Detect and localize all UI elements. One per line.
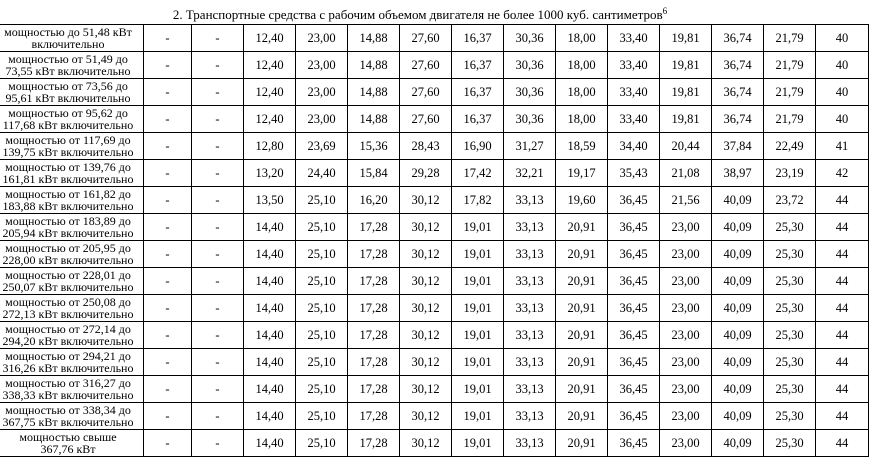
value-cell: 25,30 <box>764 349 816 376</box>
value-cell: 30,36 <box>504 79 556 106</box>
value-cell: 36,45 <box>608 349 660 376</box>
value-cell: 28,43 <box>400 133 452 160</box>
value-cell: 21,79 <box>764 79 816 106</box>
value-cell: 44 <box>816 430 869 457</box>
row-label-line1: мощностью свыше <box>19 430 117 444</box>
value-cell: 25,10 <box>296 187 348 214</box>
value-cell: 30,12 <box>400 241 452 268</box>
row-label-line2: 228,00 кВт включительно <box>2 253 134 267</box>
value-cell: 16,37 <box>452 25 504 52</box>
value-cell: 33,13 <box>504 430 556 457</box>
value-cell: - <box>144 241 192 268</box>
value-cell: - <box>192 376 244 403</box>
table-row <box>0 349 869 376</box>
value-cell: 18,00 <box>556 52 608 79</box>
value-cell: 18,00 <box>556 79 608 106</box>
value-cell: 40 <box>816 25 869 52</box>
value-cell: - <box>192 322 244 349</box>
value-cell: 27,60 <box>400 106 452 133</box>
value-cell: 40,09 <box>712 376 764 403</box>
value-cell: 33,13 <box>504 214 556 241</box>
value-cell: - <box>144 214 192 241</box>
value-cell: 14,40 <box>244 295 296 322</box>
value-cell: - <box>192 403 244 430</box>
row-label-cell <box>0 349 144 376</box>
row-label-line1: мощностью от 228,01 до <box>5 268 131 282</box>
value-cell: 25,10 <box>296 403 348 430</box>
row-label-cell <box>0 187 144 214</box>
value-cell: 23,00 <box>296 106 348 133</box>
value-cell: 12,40 <box>244 25 296 52</box>
table-row <box>0 430 869 457</box>
value-cell: - <box>192 214 244 241</box>
value-cell: 25,10 <box>296 241 348 268</box>
table-row <box>0 187 869 214</box>
value-cell: 40 <box>816 79 869 106</box>
value-cell: 25,30 <box>764 322 816 349</box>
value-cell: 40,09 <box>712 403 764 430</box>
row-label-line1: мощностью от 95,62 до <box>8 106 128 120</box>
row-label-line2: 139,75 кВт включительно <box>2 145 134 159</box>
value-cell: 25,30 <box>764 430 816 457</box>
value-cell: 30,12 <box>400 295 452 322</box>
value-cell: 14,40 <box>244 403 296 430</box>
value-cell: - <box>192 160 244 187</box>
value-cell: 36,74 <box>712 106 764 133</box>
value-cell: 23,00 <box>296 25 348 52</box>
value-cell: 14,40 <box>244 430 296 457</box>
table-row <box>0 268 869 295</box>
value-cell: 30,36 <box>504 106 556 133</box>
row-label-cell <box>0 403 144 430</box>
value-cell: 23,00 <box>660 241 712 268</box>
value-cell: 25,10 <box>296 349 348 376</box>
row-label-line1: мощностью от 51,49 до <box>8 52 128 66</box>
value-cell: 16,37 <box>452 79 504 106</box>
value-cell: - <box>192 25 244 52</box>
value-cell: 25,10 <box>296 322 348 349</box>
value-cell: 18,00 <box>556 25 608 52</box>
table-row <box>0 241 869 268</box>
value-cell: 23,00 <box>660 403 712 430</box>
value-cell: 33,40 <box>608 106 660 133</box>
value-cell: 40,09 <box>712 322 764 349</box>
value-cell: 33,13 <box>504 376 556 403</box>
value-cell: 23,00 <box>660 430 712 457</box>
value-cell: 40,09 <box>712 241 764 268</box>
value-cell: 30,12 <box>400 268 452 295</box>
value-cell: 23,00 <box>660 214 712 241</box>
table-title <box>0 0 840 24</box>
value-cell: 12,40 <box>244 52 296 79</box>
row-label-line1: мощностью до 51,48 кВт <box>4 25 132 39</box>
row-label-cell <box>0 376 144 403</box>
value-cell: 30,12 <box>400 403 452 430</box>
value-cell: 19,01 <box>452 349 504 376</box>
value-cell: - <box>192 349 244 376</box>
value-cell: 40,09 <box>712 187 764 214</box>
table-row <box>0 52 869 79</box>
value-cell: 30,12 <box>400 214 452 241</box>
value-cell: 17,28 <box>348 295 400 322</box>
value-cell: 25,30 <box>764 241 816 268</box>
value-cell: 33,40 <box>608 52 660 79</box>
value-cell: 23,00 <box>660 376 712 403</box>
value-cell: 17,28 <box>348 322 400 349</box>
value-cell: 20,91 <box>556 268 608 295</box>
value-cell: 19,01 <box>452 295 504 322</box>
row-label-cell <box>0 295 144 322</box>
value-cell: 30,36 <box>504 52 556 79</box>
value-cell: 23,19 <box>764 160 816 187</box>
row-label-line1: мощностью от 250,08 до <box>5 295 131 309</box>
row-label-line2: 294,20 кВт включительно <box>2 334 134 348</box>
value-cell: 38,97 <box>712 160 764 187</box>
row-label-cell <box>0 241 144 268</box>
value-cell: - <box>144 430 192 457</box>
value-cell: 36,45 <box>608 268 660 295</box>
value-cell: 27,60 <box>400 25 452 52</box>
value-cell: 36,74 <box>712 52 764 79</box>
value-cell: 21,79 <box>764 106 816 133</box>
value-cell: 36,45 <box>608 187 660 214</box>
value-cell: 12,40 <box>244 106 296 133</box>
value-cell: 14,40 <box>244 322 296 349</box>
value-cell: - <box>144 79 192 106</box>
tariff-table <box>0 24 869 457</box>
value-cell: - <box>144 106 192 133</box>
value-cell: 33,40 <box>608 79 660 106</box>
row-label-line2: 73,55 кВт включительно <box>5 64 131 78</box>
value-cell: 40,09 <box>712 295 764 322</box>
value-cell: 33,40 <box>608 25 660 52</box>
value-cell: - <box>144 160 192 187</box>
value-cell: 25,10 <box>296 295 348 322</box>
row-label-line2: 250,07 кВт включительно <box>2 280 134 294</box>
row-label-line1: мощностью от 294,21 до <box>5 349 131 363</box>
value-cell: 37,84 <box>712 133 764 160</box>
value-cell: 23,00 <box>296 52 348 79</box>
row-label-cell <box>0 268 144 295</box>
value-cell: 36,45 <box>608 214 660 241</box>
value-cell: 40,09 <box>712 349 764 376</box>
value-cell: 19,01 <box>452 322 504 349</box>
row-label-line2: 95,61 кВт включительно <box>5 91 131 105</box>
value-cell: - <box>144 133 192 160</box>
value-cell: 16,37 <box>452 52 504 79</box>
value-cell: 19,01 <box>452 403 504 430</box>
row-label-line2: 183,88 кВт включительно <box>2 199 134 213</box>
value-cell: 17,28 <box>348 376 400 403</box>
value-cell: 41 <box>816 133 869 160</box>
tariff-table-wrapper <box>0 24 869 457</box>
value-cell: 20,91 <box>556 322 608 349</box>
value-cell: - <box>144 187 192 214</box>
table-row <box>0 79 869 106</box>
value-cell: 19,81 <box>660 52 712 79</box>
value-cell: - <box>144 322 192 349</box>
value-cell: 18,00 <box>556 106 608 133</box>
value-cell: 35,43 <box>608 160 660 187</box>
value-cell: 17,28 <box>348 349 400 376</box>
value-cell: 23,00 <box>660 295 712 322</box>
value-cell: - <box>144 295 192 322</box>
value-cell: 25,10 <box>296 214 348 241</box>
value-cell: 33,13 <box>504 241 556 268</box>
value-cell: 19,01 <box>452 376 504 403</box>
row-label-cell <box>0 106 144 133</box>
value-cell: 12,40 <box>244 79 296 106</box>
value-cell: 19,01 <box>452 430 504 457</box>
value-cell: 14,40 <box>244 349 296 376</box>
value-cell: 33,13 <box>504 403 556 430</box>
value-cell: 20,91 <box>556 241 608 268</box>
value-cell: 40,09 <box>712 214 764 241</box>
value-cell: 36,45 <box>608 295 660 322</box>
table-row <box>0 214 869 241</box>
value-cell: 33,13 <box>504 349 556 376</box>
value-cell: 15,36 <box>348 133 400 160</box>
value-cell: 19,01 <box>452 268 504 295</box>
value-cell: 14,40 <box>244 376 296 403</box>
value-cell: 20,91 <box>556 349 608 376</box>
table-row <box>0 133 869 160</box>
value-cell: - <box>192 106 244 133</box>
value-cell: 36,45 <box>608 322 660 349</box>
value-cell: 21,79 <box>764 25 816 52</box>
value-cell: 44 <box>816 295 869 322</box>
value-cell: 24,40 <box>296 160 348 187</box>
value-cell: 25,30 <box>764 295 816 322</box>
value-cell: 17,28 <box>348 403 400 430</box>
row-label-cell <box>0 133 144 160</box>
value-cell: 44 <box>816 214 869 241</box>
value-cell: 21,56 <box>660 187 712 214</box>
value-cell: 14,40 <box>244 214 296 241</box>
value-cell: 33,13 <box>504 322 556 349</box>
value-cell: 19,01 <box>452 241 504 268</box>
value-cell: 40 <box>816 52 869 79</box>
value-cell: 40,09 <box>712 268 764 295</box>
table-row <box>0 160 869 187</box>
value-cell: 14,88 <box>348 79 400 106</box>
value-cell: 19,81 <box>660 106 712 133</box>
table-row <box>0 403 869 430</box>
value-cell: 21,08 <box>660 160 712 187</box>
row-label-line2: 367,76 кВт <box>40 442 96 456</box>
value-cell: 17,28 <box>348 214 400 241</box>
title-footnote: 6 <box>662 6 668 16</box>
value-cell: - <box>144 52 192 79</box>
value-cell: - <box>192 430 244 457</box>
row-label-line2: включительно <box>31 37 105 51</box>
value-cell: 44 <box>816 187 869 214</box>
value-cell: 14,88 <box>348 52 400 79</box>
value-cell: 23,72 <box>764 187 816 214</box>
value-cell: - <box>192 241 244 268</box>
row-label-cell <box>0 322 144 349</box>
row-label-line2: 205,94 кВт включительно <box>2 226 134 240</box>
value-cell: - <box>192 133 244 160</box>
value-cell: 13,20 <box>244 160 296 187</box>
row-label-cell <box>0 430 144 457</box>
value-cell: 14,40 <box>244 241 296 268</box>
value-cell: 20,91 <box>556 430 608 457</box>
row-label-line2: 117,68 кВт включительно <box>2 118 134 132</box>
row-label-line1: мощностью от 73,56 до <box>8 79 128 93</box>
value-cell: 14,88 <box>348 25 400 52</box>
value-cell: 27,60 <box>400 52 452 79</box>
table-body <box>0 25 869 457</box>
value-cell: 20,44 <box>660 133 712 160</box>
value-cell: 19,60 <box>556 187 608 214</box>
value-cell: 44 <box>816 376 869 403</box>
value-cell: - <box>144 268 192 295</box>
row-label-line1: мощностью от 139,76 до <box>5 160 131 174</box>
value-cell: - <box>192 52 244 79</box>
value-cell: 23,00 <box>660 322 712 349</box>
value-cell: 23,00 <box>660 268 712 295</box>
row-label-cell <box>0 160 144 187</box>
row-label-line1: мощностью от 161,82 до <box>5 187 131 201</box>
value-cell: 19,17 <box>556 160 608 187</box>
value-cell: - <box>144 376 192 403</box>
value-cell: 14,88 <box>348 106 400 133</box>
row-label-cell <box>0 79 144 106</box>
value-cell: 13,50 <box>244 187 296 214</box>
value-cell: 17,82 <box>452 187 504 214</box>
value-cell: 25,10 <box>296 430 348 457</box>
value-cell: 36,45 <box>608 403 660 430</box>
value-cell: 14,40 <box>244 268 296 295</box>
value-cell: - <box>144 403 192 430</box>
value-cell: 25,10 <box>296 376 348 403</box>
value-cell: 31,27 <box>504 133 556 160</box>
value-cell: 44 <box>816 268 869 295</box>
row-label-cell <box>0 52 144 79</box>
table-row <box>0 376 869 403</box>
row-label-cell <box>0 214 144 241</box>
value-cell: 20,91 <box>556 295 608 322</box>
value-cell: 32,21 <box>504 160 556 187</box>
row-label-line1: мощностью от 205,95 до <box>5 241 131 255</box>
value-cell: 25,30 <box>764 214 816 241</box>
value-cell: 19,01 <box>452 214 504 241</box>
value-cell: 36,45 <box>608 430 660 457</box>
row-label-line2: 316,26 кВт включительно <box>2 361 134 375</box>
value-cell: 23,00 <box>296 79 348 106</box>
value-cell: 30,12 <box>400 376 452 403</box>
table-row <box>0 295 869 322</box>
value-cell: - <box>144 25 192 52</box>
value-cell: 20,91 <box>556 403 608 430</box>
value-cell: 30,12 <box>400 430 452 457</box>
row-label-line2: 338,33 кВт включительно <box>2 388 134 402</box>
value-cell: - <box>192 268 244 295</box>
value-cell: 25,10 <box>296 268 348 295</box>
value-cell: - <box>192 187 244 214</box>
value-cell: 15,84 <box>348 160 400 187</box>
value-cell: 16,37 <box>452 106 504 133</box>
row-label-line1: мощностью от 338,34 до <box>5 403 131 417</box>
value-cell: 30,12 <box>400 322 452 349</box>
row-label-line1: мощностью от 272,14 до <box>5 322 131 336</box>
value-cell: 20,91 <box>556 214 608 241</box>
value-cell: 19,81 <box>660 79 712 106</box>
value-cell: 44 <box>816 403 869 430</box>
value-cell: 44 <box>816 349 869 376</box>
value-cell: 17,28 <box>348 430 400 457</box>
row-label-line1: мощностью от 316,27 до <box>5 376 131 390</box>
value-cell: 20,91 <box>556 376 608 403</box>
value-cell: 17,42 <box>452 160 504 187</box>
value-cell: 44 <box>816 322 869 349</box>
value-cell: 17,28 <box>348 241 400 268</box>
table-row <box>0 106 869 133</box>
value-cell: - <box>192 79 244 106</box>
row-label-line1: мощностью от 117,69 до <box>5 133 131 147</box>
value-cell: 40,09 <box>712 430 764 457</box>
value-cell: 16,90 <box>452 133 504 160</box>
value-cell: 30,12 <box>400 349 452 376</box>
table-row <box>0 322 869 349</box>
value-cell: - <box>144 349 192 376</box>
value-cell: 18,59 <box>556 133 608 160</box>
value-cell: 40 <box>816 106 869 133</box>
value-cell: 36,74 <box>712 79 764 106</box>
value-cell: 33,13 <box>504 295 556 322</box>
value-cell: 21,79 <box>764 52 816 79</box>
value-cell: 23,69 <box>296 133 348 160</box>
value-cell: 27,60 <box>400 79 452 106</box>
row-label-line1: мощностью от 183,89 до <box>5 214 131 228</box>
row-label-line2: 272,13 кВт включительно <box>2 307 134 321</box>
value-cell: 36,45 <box>608 376 660 403</box>
value-cell: 22,49 <box>764 133 816 160</box>
value-cell: 30,36 <box>504 25 556 52</box>
value-cell: 34,40 <box>608 133 660 160</box>
row-label-line2: 367,75 кВт включительно <box>2 415 134 429</box>
value-cell: 17,28 <box>348 268 400 295</box>
value-cell: 16,20 <box>348 187 400 214</box>
value-cell: - <box>192 295 244 322</box>
value-cell: 25,30 <box>764 403 816 430</box>
value-cell: 33,13 <box>504 268 556 295</box>
value-cell: 30,12 <box>400 187 452 214</box>
table-title-text: 2. Транспортные средства с рабочим объемом двигателя не более 1000 куб. сантиметров <box>172 7 663 22</box>
value-cell: 44 <box>816 241 869 268</box>
value-cell: 19,81 <box>660 25 712 52</box>
row-label-cell <box>0 25 144 52</box>
table-row <box>0 25 869 52</box>
value-cell: 42 <box>816 160 869 187</box>
value-cell: 36,74 <box>712 25 764 52</box>
value-cell: 36,45 <box>608 241 660 268</box>
value-cell: 29,28 <box>400 160 452 187</box>
value-cell: 23,00 <box>660 349 712 376</box>
row-label-line2: 161,81 кВт включительно <box>2 172 134 186</box>
value-cell: 25,30 <box>764 376 816 403</box>
value-cell: 12,80 <box>244 133 296 160</box>
value-cell: 33,13 <box>504 187 556 214</box>
value-cell: 25,30 <box>764 268 816 295</box>
